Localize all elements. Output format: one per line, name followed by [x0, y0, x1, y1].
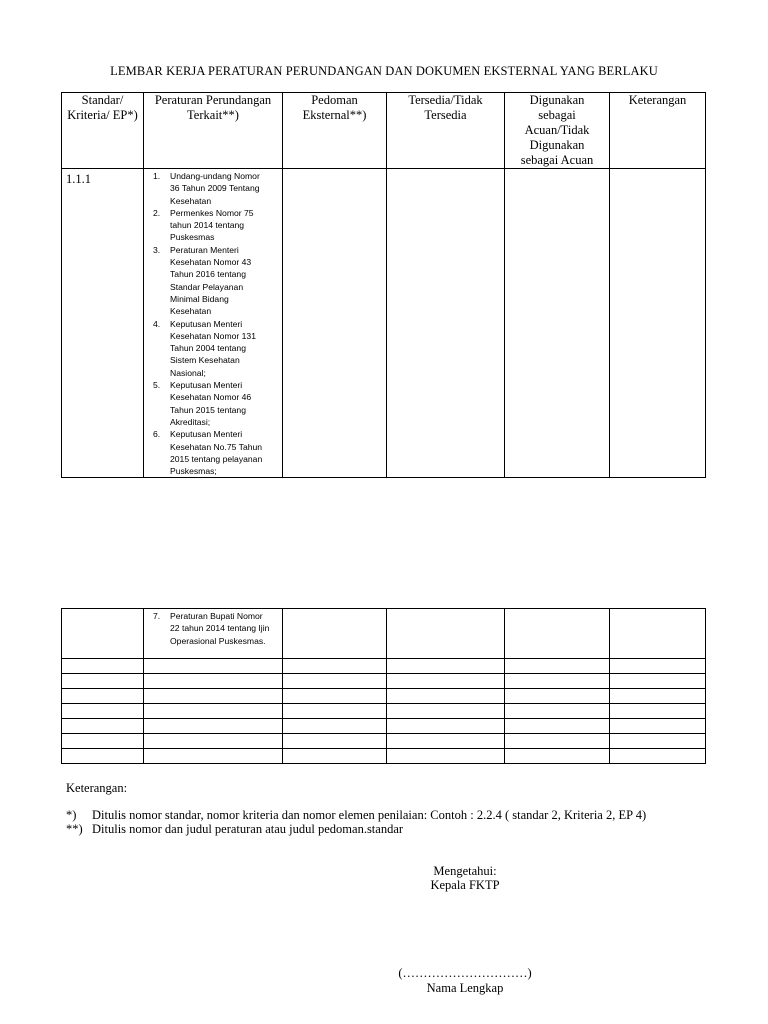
table-row	[62, 609, 706, 659]
regulation-item	[144, 610, 280, 647]
regulation-number: 5.	[153, 380, 161, 391]
signature-role: Kepala FKTP	[430, 878, 500, 892]
regulation-text-line: 22 tahun 2014 tentang Ijin	[170, 623, 270, 634]
header-standar-line: Kriteria/ EP*)	[67, 108, 138, 122]
note-standar	[66, 808, 646, 823]
regulation-number: 6.	[153, 429, 161, 440]
note-peraturan	[66, 822, 403, 837]
notes-heading: Keterangan:	[66, 781, 128, 795]
header-tersedia	[387, 93, 505, 169]
header-keterangan: Keterangan	[610, 93, 706, 169]
note-mark: **)	[66, 822, 83, 836]
regulation-text-line: Kesehatan Nomor 46	[170, 392, 252, 403]
header-digunakan	[505, 93, 610, 169]
regulation-text-line: Kesehatan Nomor 131	[170, 330, 256, 341]
regulation-item	[144, 428, 280, 477]
header-pedoman	[283, 93, 387, 169]
regulation-text-line: Puskesmas;	[170, 466, 217, 477]
table-row	[62, 704, 706, 719]
note-text: Ditulis nomor standar, nomor kriteria dan nomor elemen penilaian: Contoh : 2.2.4 ( standar 2, Kriteria 2, EP 4)	[92, 808, 647, 822]
regulation-text-line: 2015 tentang pelayanan	[170, 453, 263, 464]
table-row	[62, 749, 706, 764]
regulation-number: 3.	[153, 244, 161, 255]
signature-acknowledged: Mengetahui:	[433, 864, 497, 878]
regulation-text-line: Kesehatan	[170, 306, 212, 317]
worksheet-table	[61, 92, 706, 478]
regulation-text-line: Kesehatan No.75 Tahun	[170, 441, 263, 452]
regulation-number: 7.	[153, 611, 161, 621]
keterangan-cell	[610, 169, 706, 478]
header-peraturan-line: Peraturan Perundangan	[154, 93, 272, 107]
header-standar-line: Standar/	[81, 93, 124, 107]
header-peraturan	[144, 93, 283, 169]
header-tersedia-line: Tersedia/Tidak	[408, 93, 483, 107]
regulation-text-line: Tahun 2016 tentang	[170, 269, 246, 280]
header-digunakan-line: Acuan/Tidak	[524, 123, 590, 137]
signature-name-label: Nama Lengkap	[426, 981, 504, 995]
pedoman-cell	[283, 169, 387, 478]
header-pedoman-line: Eksternal**)	[302, 108, 367, 122]
table-row	[62, 719, 706, 734]
regulation-text-line: Kesehatan	[170, 195, 212, 206]
regulation-item	[144, 207, 280, 244]
table-row	[62, 689, 706, 704]
regulation-text-line: Kesehatan Nomor 43	[170, 257, 252, 268]
header-digunakan-line: Digunakan	[529, 93, 585, 107]
worksheet-table-continued	[61, 608, 706, 764]
regulation-item	[144, 379, 280, 428]
page-title: LEMBAR KERJA PERATURAN PERUNDANGAN DAN DOKUMEN EKSTERNAL YANG BERLAKU	[110, 64, 658, 78]
regulation-text-line: Keputusan Menteri	[170, 429, 243, 440]
regulation-text-line: Tahun 2004 tentang	[170, 343, 246, 354]
header-digunakan-line: sebagai	[538, 108, 576, 122]
table-row	[62, 659, 706, 674]
regulation-text-line: 36 Tahun 2009 Tentang	[170, 183, 260, 194]
regulation-text-line: Peraturan Bupati Nomor	[170, 611, 263, 621]
note-text: Ditulis nomor dan judul peraturan atau judul pedoman.standar	[92, 822, 404, 836]
regulation-list	[144, 170, 280, 477]
regulation-item	[144, 318, 280, 379]
regulation-text-line: Undang-undang Nomor	[170, 171, 260, 181]
header-digunakan-line: Digunakan	[529, 138, 585, 152]
table-header-row	[62, 93, 706, 169]
tersedia-cell	[387, 609, 505, 659]
keterangan-cell	[610, 609, 706, 659]
pedoman-cell	[283, 609, 387, 659]
tersedia-cell	[387, 169, 505, 478]
regulation-text-line: Permenkes Nomor 75	[170, 207, 254, 218]
regulation-item	[144, 244, 280, 318]
regulation-text-line: Akreditasi;	[170, 416, 211, 427]
regulation-number: 4.	[153, 318, 161, 329]
regulation-text-line: Minimal Bidang	[170, 293, 229, 304]
regulation-list	[144, 610, 280, 647]
regulation-cell	[144, 169, 283, 478]
regulation-cell	[144, 609, 283, 659]
regulation-text-line: Peraturan Menteri	[170, 244, 239, 255]
regulation-item	[144, 170, 280, 207]
standar-cell: 1.1.1	[62, 169, 144, 478]
header-pedoman-line: Pedoman	[311, 93, 358, 107]
regulation-text-line: Operasional Puskesmas.	[170, 635, 266, 646]
header-tersedia-line: Tersedia	[424, 108, 467, 122]
standar-cell	[62, 609, 144, 659]
regulation-number: 2.	[153, 207, 161, 218]
regulation-number: 1.	[153, 171, 161, 181]
note-mark: *)	[66, 808, 77, 822]
regulation-text-line: Standar Pelayanan	[170, 281, 244, 292]
regulation-text-line: Nasional;	[170, 367, 206, 378]
regulation-text-line: Puskesmas	[170, 232, 215, 243]
digunakan-cell	[505, 169, 610, 478]
header-peraturan-line: Terkait**)	[187, 108, 239, 122]
regulation-text-line: Keputusan Menteri	[170, 380, 243, 391]
table-row	[62, 734, 706, 749]
signature-placeholder: (…………………………)	[398, 966, 532, 980]
table-row	[62, 674, 706, 689]
table-row	[62, 169, 706, 478]
digunakan-cell	[505, 609, 610, 659]
regulation-text-line: Sistem Kesehatan	[170, 355, 240, 366]
regulation-text-line: Tahun 2015 tentang	[170, 404, 246, 415]
header-digunakan-line: sebagai Acuan	[520, 153, 594, 167]
header-standar	[62, 93, 144, 169]
regulation-text-line: Keputusan Menteri	[170, 318, 243, 329]
regulation-text-line: tahun 2014 tentang	[170, 220, 245, 231]
